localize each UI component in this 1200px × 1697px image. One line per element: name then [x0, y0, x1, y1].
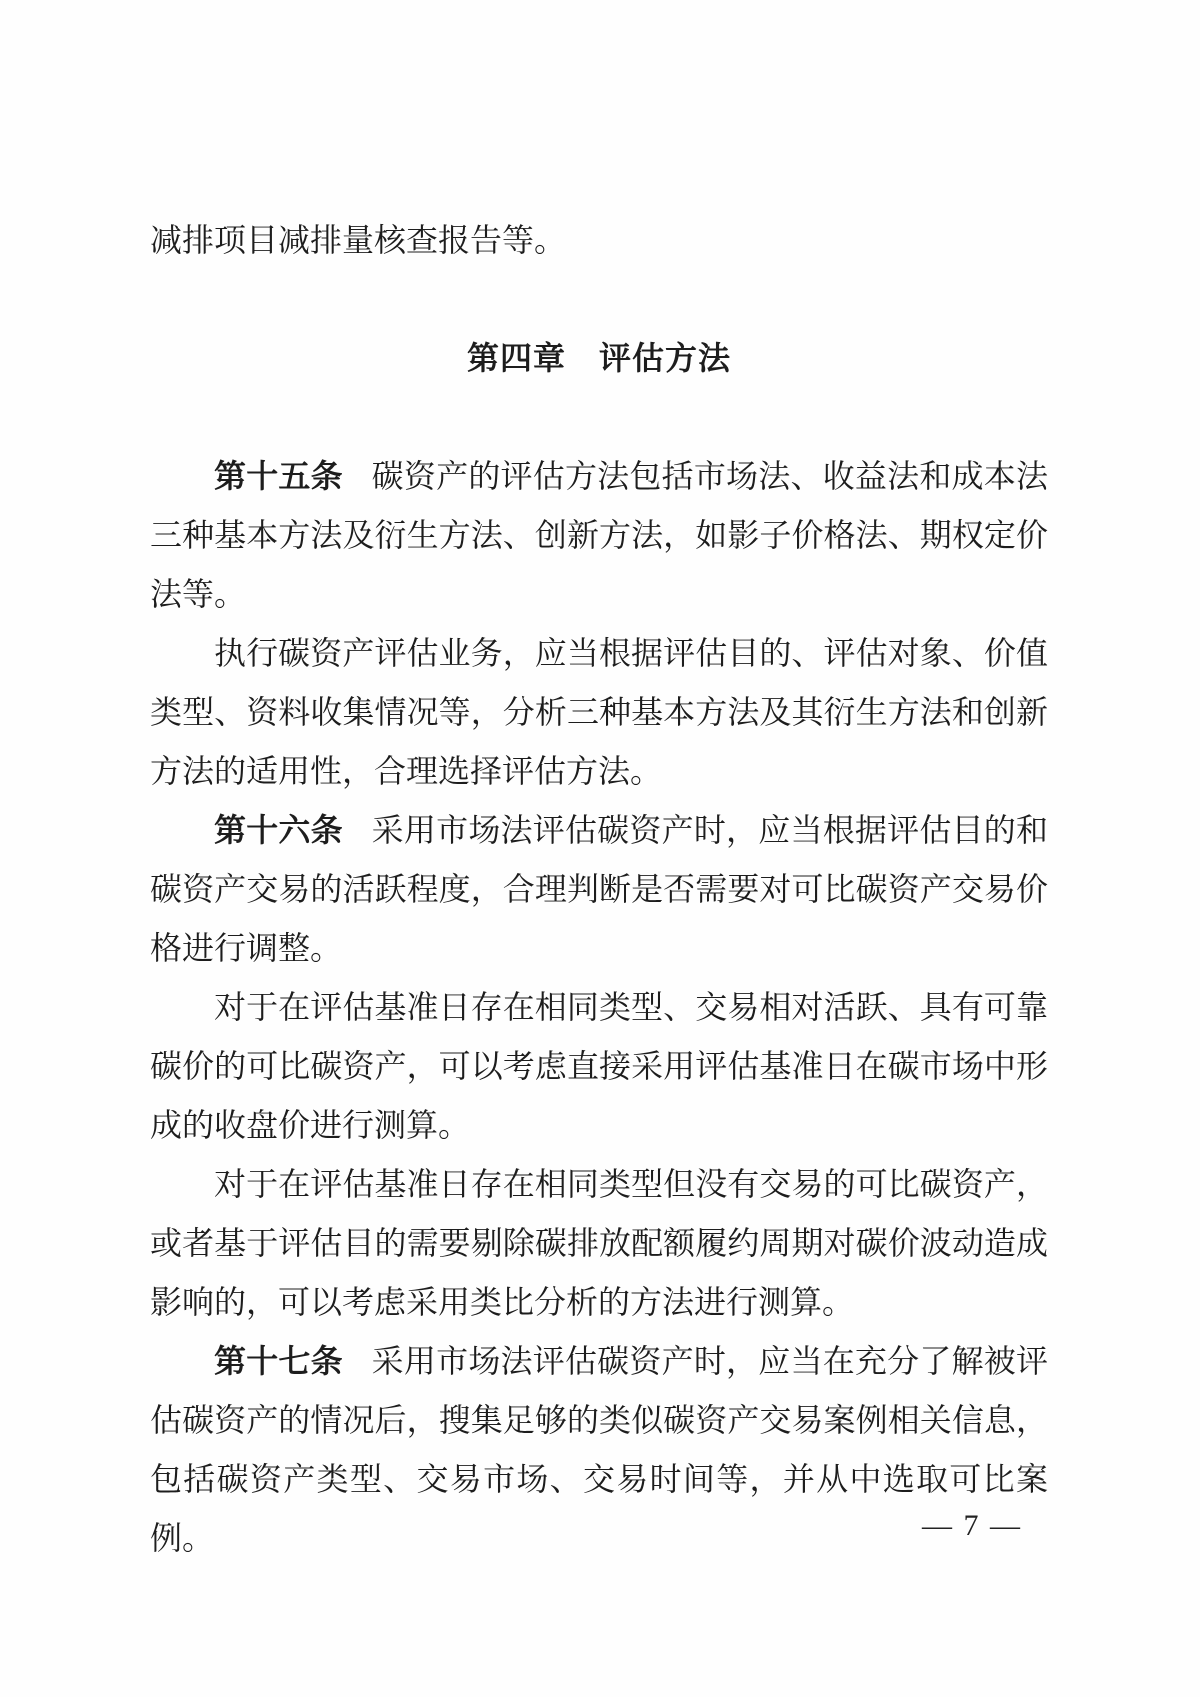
article-text: 碳资产的评估方法包括市场法、收益法和成本法三种基本方法及衍生方法、创新方法，如影子价格法、期权定价法等。 — [150, 458, 1048, 612]
chapter-heading: 第四章 评估方法 — [466, 340, 731, 376]
article-text: 采用市场法评估碳资产时，应当在充分了解被评估碳资产的情况后，搜集足够的类似碳资产交易案例相关信息，包括碳资产类型、交易市场、交易时间等，并从中选取可比案例。 — [150, 1343, 1048, 1556]
article-number-label: 第十六条 — [214, 812, 343, 848]
article-paragraph — [150, 978, 1048, 1155]
document-body — [150, 211, 1048, 1568]
article-number-label: 第十五条 — [214, 458, 343, 494]
article-text: 对于在评估基准日存在相同类型、交易相对活跃、具有可靠碳价的可比碳资产，可以考虑直接采用评估基准日在碳市场中形成的收盘价进行测算。 — [150, 989, 1048, 1143]
article-number-label: 第十七条 — [214, 1343, 343, 1379]
article-text: 对于在评估基准日存在相同类型但没有交易的可比碳资产，或者基于评估目的需要剔除碳排放配额履约周期对碳价波动造成影响的，可以考虑采用类比分析的方法进行测算。 — [150, 1166, 1048, 1320]
article-paragraph — [150, 1155, 1048, 1332]
article-paragraph — [150, 801, 1048, 978]
continued-paragraph: 减排项目减排量核查报告等。 — [150, 222, 567, 258]
page-number: — 7 — — [922, 1509, 1022, 1542]
article-paragraph — [150, 1332, 1048, 1568]
article-text: 采用市场法评估碳资产时，应当根据评估目的和碳资产交易的活跃程度，合理判断是否需要对可比碳资产交易价格进行调整。 — [150, 812, 1048, 966]
article-text: 执行碳资产评估业务，应当根据评估目的、评估对象、价值类型、资料收集情况等，分析三种基本方法及其衍生方法和创新方法的适用性，合理选择评估方法。 — [150, 635, 1048, 789]
article-paragraph — [150, 447, 1048, 624]
article-paragraph — [150, 624, 1048, 801]
